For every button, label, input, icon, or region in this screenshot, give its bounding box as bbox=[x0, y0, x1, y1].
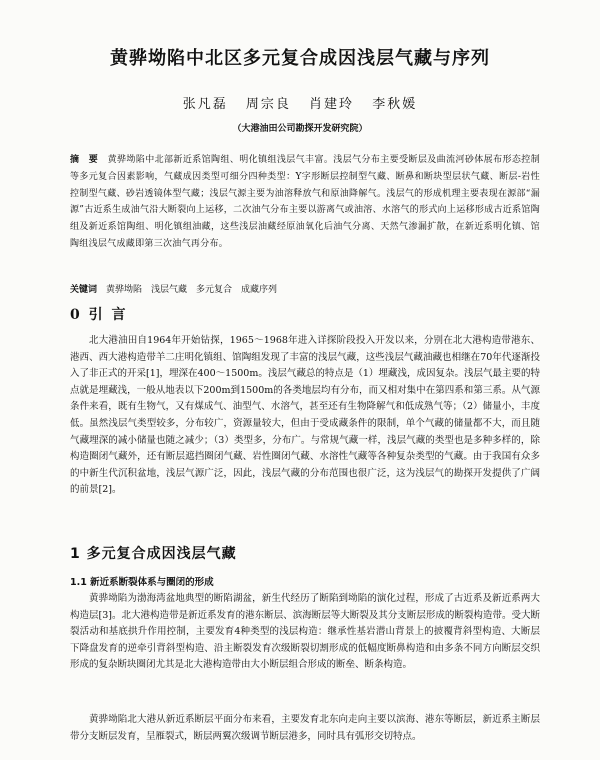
intro-paragraph: 北大港油田自1964年开始钻探，1965～1968年进入详探阶段投入开发以来，分别在北大港构造带港东、港西、西大港构造带羊二庄明化镇组、馆陶组发现了丰富的浅层气藏，这些浅层气藏油藏也相继在70年代逐渐投入了非正式的开采[1]，埋深在400～1500m。浅层气藏总的特点是（1）埋藏浅，成因复杂。浅层气最主要的特点就是埋藏浅，一般从地表以下200m到1500m的各类地层均有分布，而又相对集中在第四系和第三系。从气源条件来看，既有生物气，又有煤成气、油型气、水溶气，甚至还有生物降解气和低成熟气等；（2）储量小，丰度低。虽然浅层气类型较多，分布较广，资源量较大，但由于受成藏条件的限制，单个气藏的储量都不大，而且随气藏埋深的减小储量也随之减少；（3）类型多，分布广。与常规气藏一样，浅层气藏的类型也是多种多样的，除构造圈闭气藏外，还有断层遮挡圈闭气藏、岩性圈闭气藏、水溶性气藏等各种复杂类型的气藏。由于我国有众多的中新生代沉积盆地，浅层气源广泛，因此，浅层气藏的分布范围也很广泛，这为浅层气的勘探开发提供了广阔的前景[2]。 bbox=[70, 335, 540, 496]
section-1-1-paragraph-2: 黄骅坳陷北大港从新近系断层平面分布来看，主要发育北东向走向主要以滨海、港东等断层，新近系主断层带分支断层发育，呈雁裂式，断层两翼次级调节断层港多，同时具有弧形交切特点。 bbox=[70, 714, 540, 742]
paper-title: 黄骅坳陷中北区多元复合成因浅层气藏与序列 bbox=[110, 48, 490, 69]
intro-heading: 0 引 言 bbox=[70, 307, 128, 323]
section-1-heading: 1 多元复合成因浅层气藏 bbox=[70, 546, 237, 562]
abstract bbox=[70, 152, 540, 253]
paper-affiliation: （大港油田公司勘探开发研究院） bbox=[232, 124, 368, 134]
abstract-text: 黄骅坳陷中北部新近系馆陶组、明化镇组浅层气丰富。浅层气分布主要受断层及曲流河砂体展布形态控制等多元复合因素影响，气藏成因类型可细分四种类型：Y字形断层控制型气藏、断鼻和断块型层状气藏、断层-岩性控制型气藏、砂岩透镜体型气藏；浅层气源主要为油溶释放气和原油降解气。浅层气的形成机理主要表现在源部“漏源”古近系生成油气沿大断裂向上运移，二次油气分布主要以游离气或油溶、水溶气的形式向上运移形成古近系馆陶组及新近系馆陶组、明化镇组油藏，这些浅层油藏经原油氧化后油气分离、天然气渗漏扩散，在新近系明化镇、馆陶组浅层气成藏即第三次油气再分布。 bbox=[70, 155, 540, 249]
paper-authors: 张凡磊 周宗良 肖建玲 李秋媛 bbox=[182, 97, 418, 112]
abstract-label: 摘 要 bbox=[70, 155, 99, 165]
keywords bbox=[70, 282, 540, 299]
keywords-label: 关键词 bbox=[70, 285, 98, 295]
section-1-1-paragraph-1: 黄骅坳陷为渤海湾盆地典型的断陷湖盆，新生代经历了断陷到坳陷的演化过程，形成了古近系及新近系两大构造层[3]。北大港构造带是新近系发育的港东断层、滨海断层等大断裂及其分支断层形成的断裂构造带。受大断裂活动和基底拱升作用控制，主要发育4种类型的浅层构造：继承性基岩潜山背景上的披覆背斜型构造、大断层下降盘发育的逆牵引背斜型构造、沿主断裂发育次级断裂切割形成的低幅度断鼻构造和由多条不同方向断层交织形成的复杂断块圈闭尤其是北大港构造带由大小断层组合形成的断垒、断条构造。 bbox=[70, 593, 540, 671]
keywords-text: 黄骅坳陷 浅层气藏 多元复合 成藏序列 bbox=[106, 285, 278, 295]
section-1-1-heading: 1.1 新近系断裂体系与圈闭的形成 bbox=[70, 577, 214, 588]
